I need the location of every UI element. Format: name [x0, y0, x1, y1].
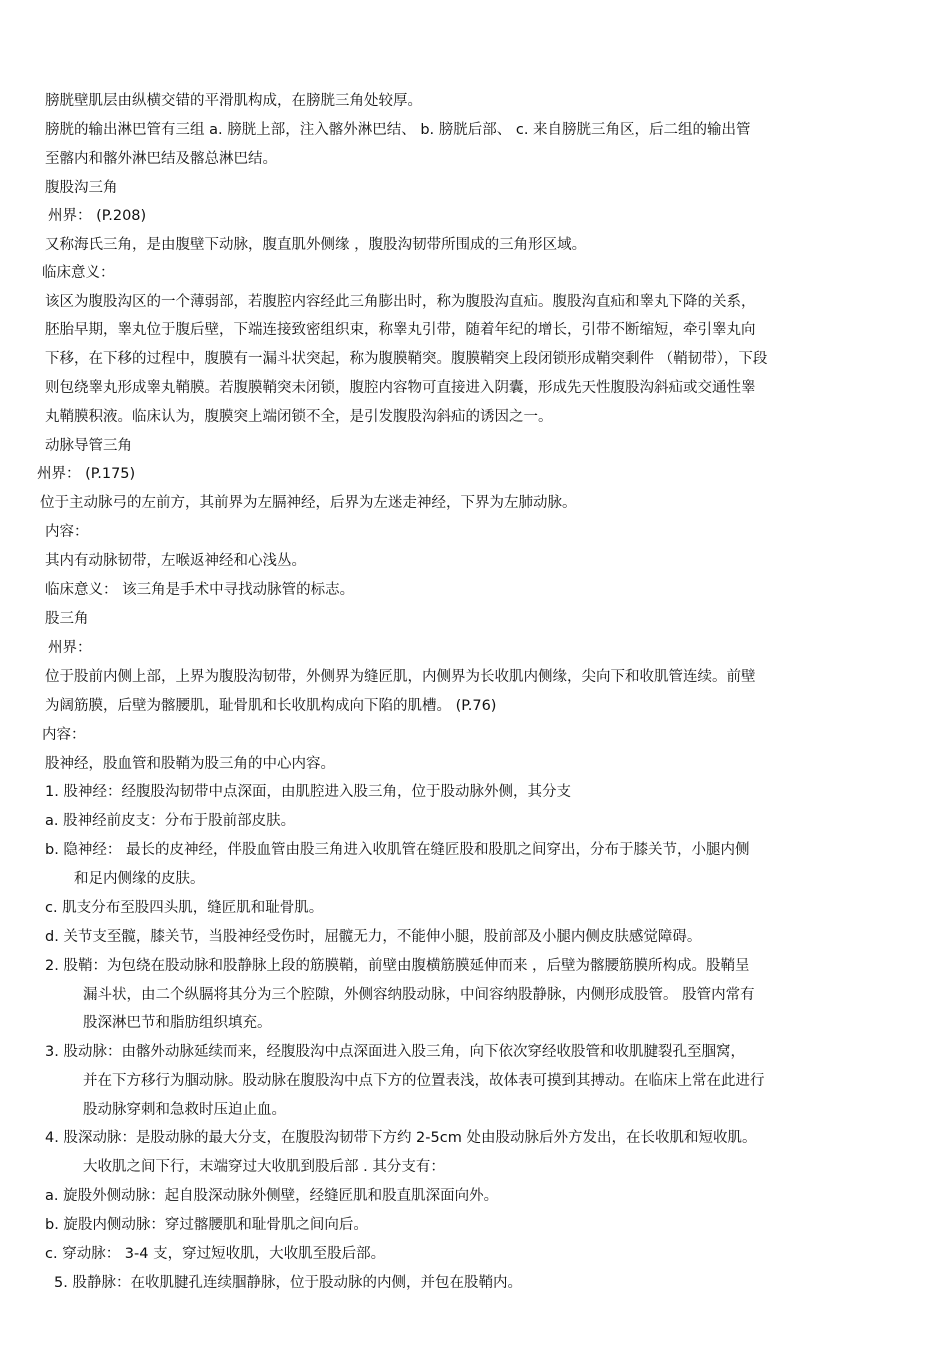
- text-line: 位于股前内侧上部，上界为腹股沟韧带，外侧界为缝匠肌，内侧界为长收肌内侧缘，尖向下和收肌管连续。前壁: [45, 669, 756, 685]
- text-line: 和足内侧缘的皮肤。: [74, 871, 205, 887]
- section-heading: 腹股沟三角: [45, 180, 118, 196]
- text-line: 州界： (P.208): [48, 208, 147, 224]
- text-line: 其内有动脉韧带，左喉返神经和心浅丛。: [45, 553, 306, 569]
- text-line: 州界： (P.175): [37, 466, 136, 482]
- text-line: 大收肌之间下行，末端穿过大收肌到股后部 . 其分支有：: [83, 1159, 445, 1175]
- text-line: 股神经，股血管和股鞘为股三角的中心内容。: [45, 756, 335, 772]
- list-item: 1. 股神经：经腹股沟韧带中点深面，由肌腔进入股三角，位于股动脉外侧，其分支: [45, 784, 571, 800]
- text-line: 股动脉穿刺和急救时压迫止血。: [83, 1102, 286, 1118]
- text-line: 内容：: [42, 727, 86, 743]
- text-line: 股深淋巴节和脂肪组织填充。: [83, 1015, 272, 1031]
- text-line: 又称海氏三角，是由腹壁下动脉，腹直肌外侧缘 ，腹股沟韧带所围成的三角形区域。: [45, 237, 587, 253]
- list-item: d. 关节支至髋，膝关节，当股神经受伤时，屈髋无力，不能伸小腿，股前部及小腿内侧皮肤感觉障碍。: [45, 929, 702, 945]
- list-item: 4. 股深动脉：是股动脉的最大分支，在腹股沟韧带下方约 2-5cm 处由股动脉后外方发出，在长收肌和短收肌。: [45, 1130, 757, 1146]
- list-item: 3. 股动脉：由髂外动脉延续而来，经腹股沟中点深面进入股三角，向下依次穿经收股管和收肌腱裂孔至腘窝，: [45, 1044, 745, 1060]
- text-line: 至髂内和髂外淋巴结及髂总淋巴结。: [45, 151, 277, 167]
- text-line: 临床意义：: [42, 265, 115, 281]
- text-line: 位于主动脉弓的左前方，其前界为左膈神经，后界为左迷走神经，下界为左肺动脉。: [40, 495, 577, 511]
- text-line: 丸鞘膜积液。临床认为，腹膜突上端闭锁不全，是引发腹股沟斜疝的诱因之一。: [45, 409, 553, 425]
- text-line: 则包绕睾丸形成睾丸鞘膜。若腹膜鞘突未闭锁，腹腔内容物可直接进入阴囊，形成先天性腹股沟斜疝或交通性睾: [45, 380, 756, 396]
- list-item: 5. 股静脉：在收肌腱孔连续腘静脉，位于股动脉的内侧，并包在股鞘内。: [54, 1275, 522, 1291]
- list-item: b. 隐神经： 最长的皮神经，伴股血管由股三角进入收肌管在缝匠股和股肌之间穿出，分布于膝关节，小腿内侧: [45, 842, 750, 858]
- text-line: 内容：: [45, 524, 89, 540]
- text-line: 胚胎早期，睾丸位于腹后壁，下端连接致密组织束，称睾丸引带，随着年纪的增长，引带不断缩短，牵引睾丸向: [45, 322, 756, 338]
- list-item: 2. 股鞘：为包绕在股动脉和股静脉上段的筋膜鞘，前壁由腹横筋膜延伸而来 ，后壁为髂腰筋膜所构成。股鞘呈: [45, 958, 750, 974]
- text-line: 该区为腹股沟区的一个薄弱部，若腹腔内容经此三角膨出时，称为腹股沟直疝。腹股沟直疝和睾丸下降的关系，: [45, 294, 756, 310]
- text-line: 下移，在下移的过程中，腹膜有一漏斗状突起，称为腹膜鞘突。腹膜鞘突上段闭锁形成鞘突剩件 （鞘韧带），下段: [45, 351, 768, 367]
- list-item: a. 股神经前皮支：分布于股前部皮肤。: [45, 813, 296, 829]
- text-line: 膀胱的输出淋巴管有三组 a. 膀胱上部，注入髂外淋巴结、 b. 膀胱后部、 c. 来自膀胱三角区，后二组的输出管: [45, 122, 751, 138]
- list-item: a. 旋股外侧动脉：起自股深动脉外侧壁，经缝匠肌和股直肌深面向外。: [45, 1188, 499, 1204]
- text-line: 膀胱壁肌层由纵横交错的平滑肌构成，在膀胱三角处较厚。: [45, 93, 422, 109]
- text-line: 并在下方移行为腘动脉。股动脉在腹股沟中点下方的位置表浅，故体表可摸到其搏动。在临床上常在此进行: [83, 1073, 765, 1089]
- list-item: b. 旋股内侧动脉：穿过髂腰肌和耻骨肌之间向后。: [45, 1217, 368, 1233]
- text-line: 临床意义： 该三角是手术中寻找动脉管的标志。: [45, 582, 355, 598]
- text-line: 为阔筋膜，后壁为髂腰肌，耻骨肌和长收肌构成向下陷的肌槽。 (P.76): [45, 698, 497, 714]
- list-item: c. 穿动脉： 3-4 支，穿过短收肌，大收肌至股后部。: [45, 1246, 386, 1262]
- text-line: 州界：: [48, 640, 92, 656]
- section-heading: 股三角: [45, 611, 89, 627]
- section-heading: 动脉导管三角: [45, 438, 132, 454]
- list-item: c. 肌支分布至股四头肌，缝匠肌和耻骨肌。: [45, 900, 324, 916]
- text-line: 漏斗状，由二个纵膈将其分为三个腔隙，外侧容纳股动脉，中间容纳股静脉，内侧形成股管。 股管内常有: [83, 987, 755, 1003]
